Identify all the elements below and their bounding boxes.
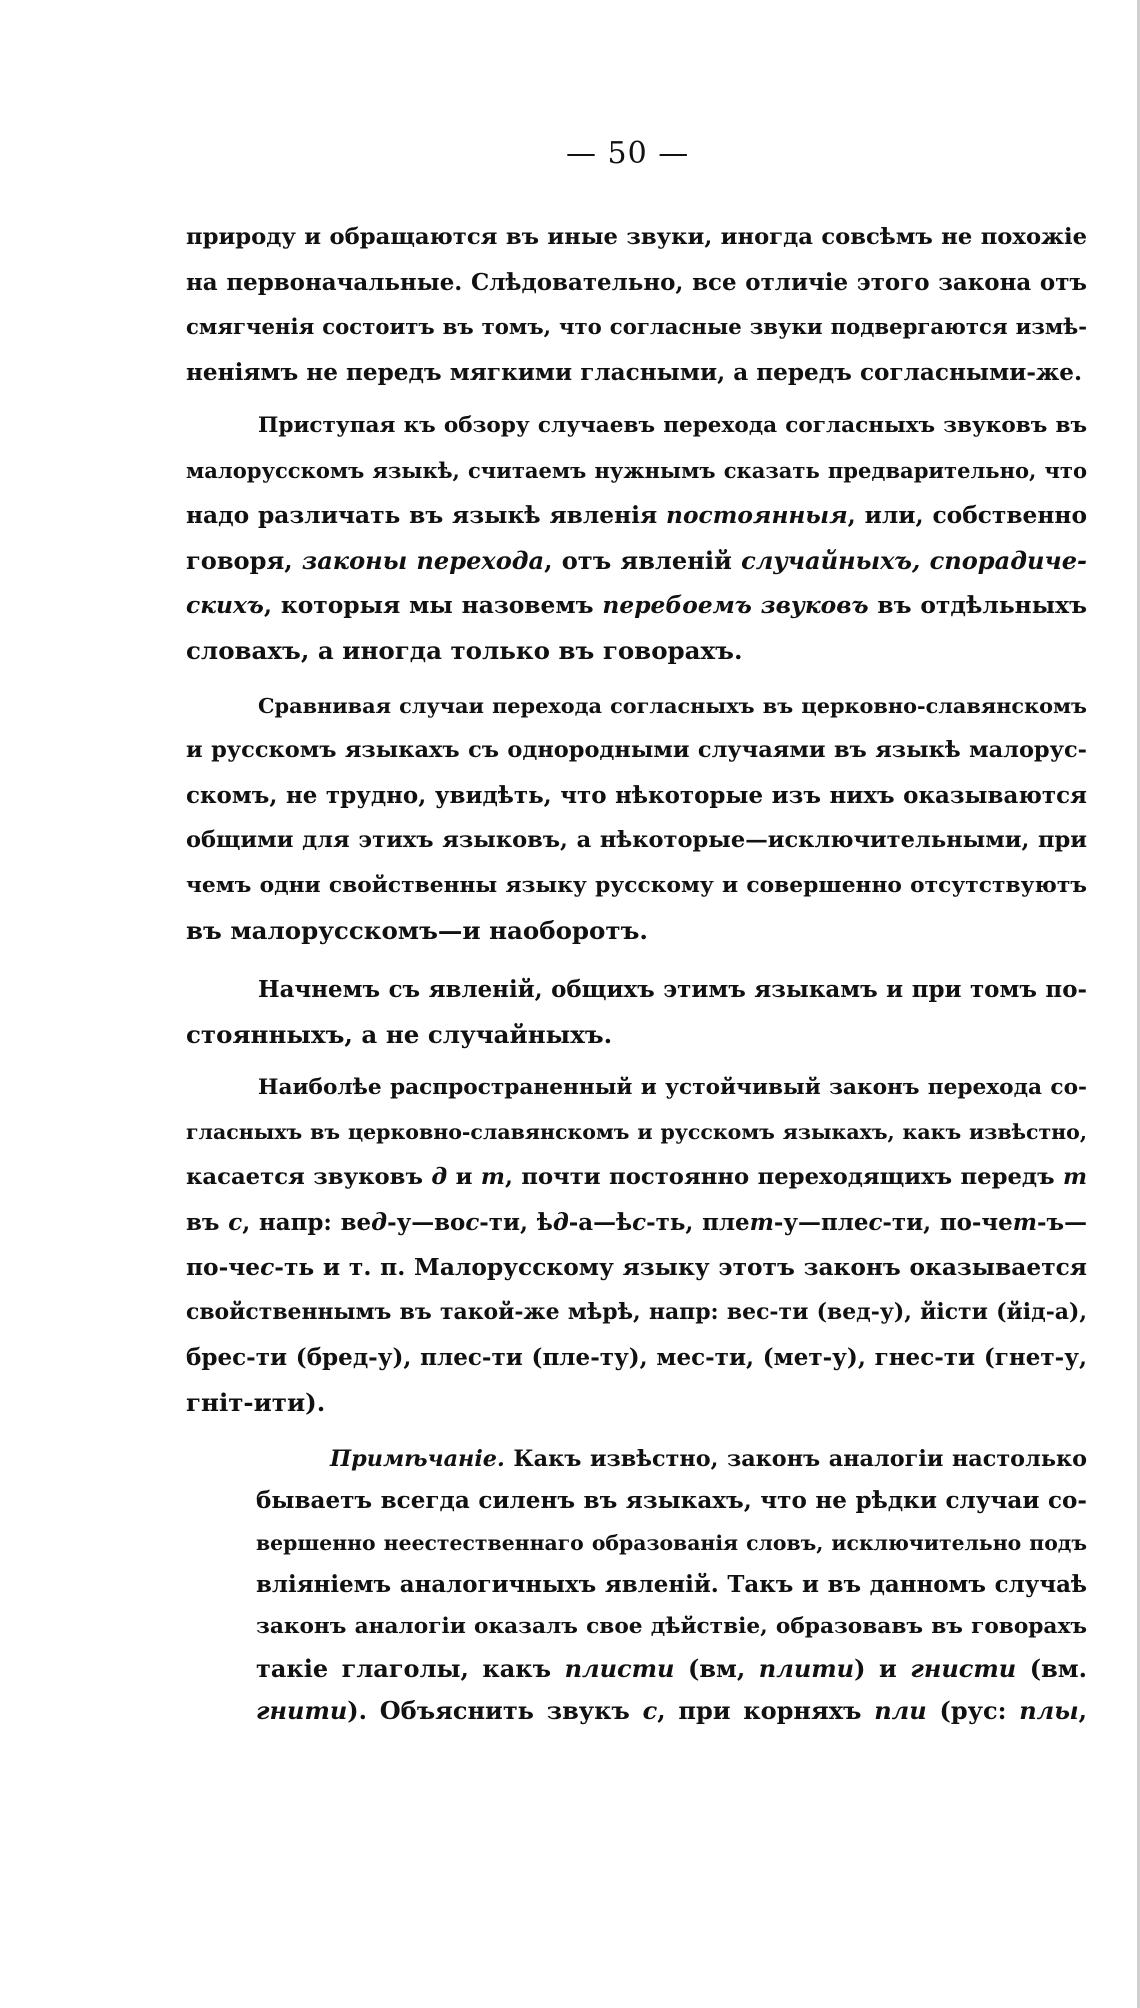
text-run: ). Объяснить звукъ [347, 1696, 643, 1725]
text-run: надо различать въ языкѣ явленія [186, 502, 667, 529]
note-heading: Примѣчаніе. [330, 1446, 505, 1472]
paragraph-1 [186, 215, 1087, 395]
text-line: Приступая къ обзору случаевъ перехода согласныхъ звуковъ въ [258, 413, 1087, 438]
text-line [186, 1245, 1087, 1290]
italic-term: перебоемъ звуковъ [602, 591, 869, 619]
italic-letter: с [632, 1209, 647, 1236]
text-line: вліяніемъ аналогичныхъ явленій. Такъ и въ данномъ случаѣ [256, 1571, 1087, 1598]
text-line: брес-ти (бред-у), плес-ти (пле-ту), мес-ти, (мет-у), гнес-ти (гнет-у, [186, 1344, 1087, 1371]
text-run: -а—ѣ [568, 1209, 633, 1236]
text-line: Наиболѣе распространенный и устойчивый законъ перехода со- [258, 1075, 1087, 1100]
text-line: въ малорусскомъ—и наоборотъ. [186, 916, 648, 945]
italic-term: плити [758, 1654, 855, 1683]
italic-term: случайныхъ, спорадиче- [741, 546, 1088, 575]
italic-letter: т [1012, 1209, 1037, 1236]
text-run: -ть и т. п. Малорусскому языку этотъ законъ оказывается [274, 1254, 1087, 1281]
text-line: чемъ одни свойственны языку русскому и совершенно отсутствуютъ [186, 873, 1087, 898]
italic-letter: с [228, 1209, 243, 1236]
paragraph-3 [186, 683, 1087, 953]
text-run: (вм, [674, 1654, 759, 1683]
text-run: , которыя мы назовемъ [263, 591, 603, 619]
text-run: , при корняхъ [657, 1696, 875, 1725]
paragraph-4 [186, 967, 1087, 1057]
text-line: неніямъ не передъ мягкими гласными, а передъ согласными-же. [186, 359, 1083, 386]
italic-letter: с [642, 1696, 658, 1725]
text-line: вершенно неестественнаго образованія словъ, исключительно подъ [256, 1531, 1087, 1555]
text-line: скомъ, не трудно, увидѣть, что нѣкоторые изъ нихъ оказываются [186, 782, 1087, 809]
text-run: , почти постоянно переходящихъ передъ [504, 1164, 1063, 1190]
text-run: по-че [186, 1254, 261, 1281]
italic-term: скихъ [186, 591, 264, 619]
italic-term: плы [1019, 1696, 1079, 1725]
text-line [256, 1648, 1087, 1690]
text-run: Какъ извѣстно, законъ аналогіи настолько [504, 1446, 1087, 1472]
italic-term: пли [874, 1696, 927, 1725]
text-line: природу и обращаются въ иные звуки, иногда совсѣмъ не похожіе [186, 224, 1087, 250]
italic-term: плисти [564, 1654, 675, 1683]
text-run: -ти, ѣ [479, 1209, 553, 1236]
italic-term: постоянныя [666, 502, 848, 529]
text-line [186, 583, 1087, 628]
text-line: Сравнивая случаи перехода согласныхъ въ церковно-славянскомъ [258, 693, 1087, 718]
text-line: общими для этихъ языковъ, а нѣкоторые—исключительными, при [186, 827, 1087, 853]
italic-letter: т [480, 1164, 505, 1190]
italic-term: гнисти [910, 1654, 1017, 1683]
footnote-block [256, 1438, 1087, 1732]
italic-letter: с [465, 1209, 480, 1236]
text-line: бываетъ всегда силенъ въ языкахъ, что не рѣдки случаи со- [256, 1487, 1087, 1514]
text-run: -у—во [387, 1209, 466, 1236]
paragraph-5 [186, 1065, 1087, 1425]
text-line: на первоначальные. Слѣдовательно, все отличіе этого закона отъ [186, 269, 1087, 296]
text-line: и русскомъ языкахъ съ однородными случаями въ языкѣ малорус- [186, 737, 1087, 763]
text-line [256, 1690, 1087, 1732]
text-run: (вм. [1016, 1654, 1087, 1683]
text-run: , напр: ве [242, 1209, 372, 1236]
text-run: -у—пле [773, 1209, 869, 1236]
text-run: -ть, пле [646, 1209, 750, 1236]
text-line [186, 1200, 1087, 1245]
text-line: стоянныхъ, а не случайныхъ. [186, 1020, 613, 1049]
text-run: (рус: [926, 1696, 1020, 1725]
text-line: законъ аналогіи оказалъ свое дѣйствіе, образовавъ въ говорахъ [256, 1614, 1087, 1639]
text-run: и [447, 1164, 481, 1190]
page-number: — 50 — [566, 136, 690, 171]
text-run: говоря, [186, 546, 302, 575]
text-run: -ти, по-че [882, 1209, 1013, 1236]
text-run: , отъ явленій [544, 546, 742, 575]
text-run: касается звуковъ [186, 1164, 432, 1190]
text-run: ) и [854, 1654, 911, 1683]
italic-letter: д [552, 1209, 569, 1236]
text-line [256, 1438, 1087, 1480]
text-line [186, 1155, 1087, 1200]
text-line: словахъ, а иногда только въ говорахъ. [186, 636, 743, 665]
text-run: въ отдѣльныхъ [868, 591, 1087, 619]
italic-letter: т [1062, 1164, 1088, 1190]
italic-letter: д [431, 1164, 448, 1190]
paragraph-2 [186, 403, 1087, 673]
italic-letter: с [868, 1209, 883, 1236]
text-line: малорусскомъ языкѣ, считаемъ нужнымъ сказать предварительно, что [186, 458, 1087, 483]
italic-letter: т [749, 1209, 774, 1236]
italic-term: гнити [256, 1696, 348, 1725]
text-line [186, 538, 1087, 583]
text-run: , или, собственно [847, 502, 1088, 529]
text-run: , [1078, 1696, 1087, 1725]
text-run: -ъ— [1037, 1209, 1087, 1236]
text-line: гласныхъ въ церковно-славянскомъ и русскомъ языкахъ, какъ извѣстно, [186, 1120, 1087, 1144]
text-run: въ [186, 1209, 229, 1236]
italic-term: законы перехода [301, 546, 545, 575]
text-run: такіе глаголы, какъ [256, 1654, 565, 1683]
italic-letter: с [260, 1254, 275, 1281]
text-line: Начнемъ съ явленій, общихъ этимъ языкамъ и при томъ по- [258, 976, 1087, 1003]
text-line: свойственнымъ въ такой-же мѣрѣ, напр: вес-ти (вед-у), йісти (йід-а), [186, 1299, 1087, 1325]
italic-letter: д [371, 1209, 388, 1236]
text-line [186, 493, 1087, 538]
text-line: смягченія состоитъ въ томъ, что согласные звуки подвергаются измѣ- [186, 315, 1087, 340]
text-line: гніт-ити). [186, 1388, 326, 1417]
